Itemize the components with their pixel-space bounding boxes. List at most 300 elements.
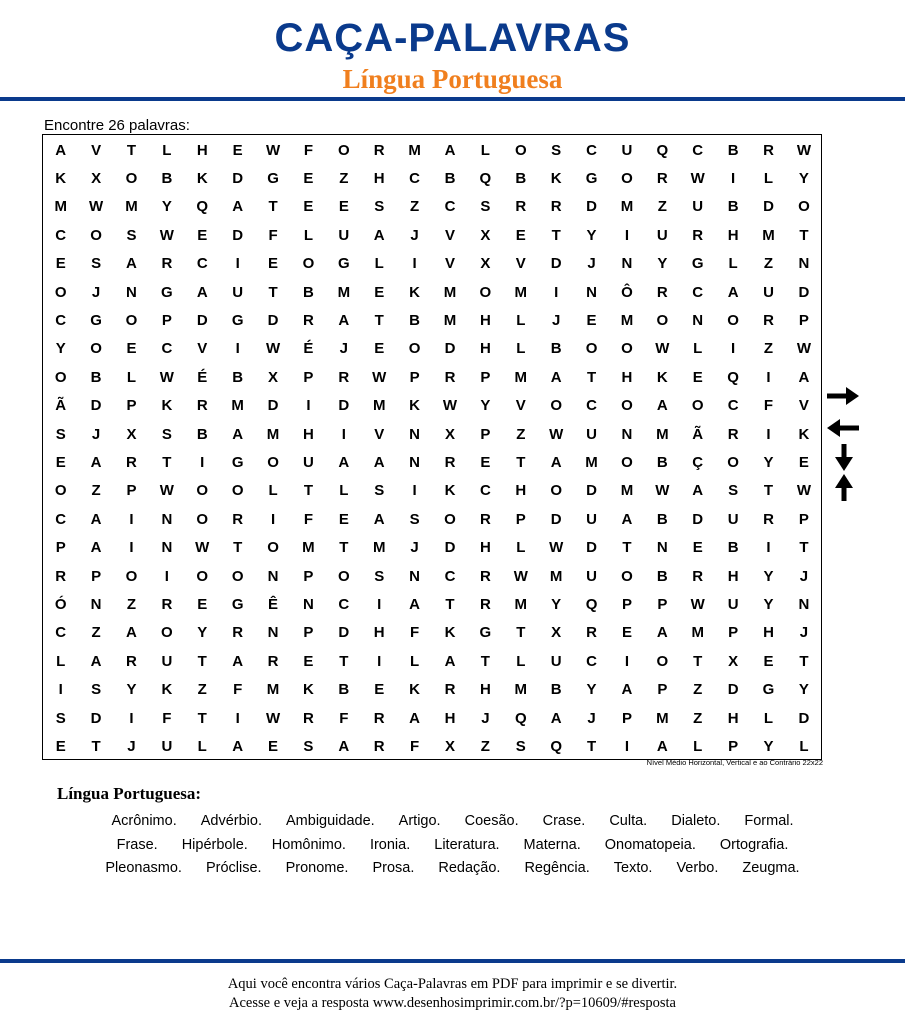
grid-cell[interactable]: L	[410, 652, 420, 670]
grid-cell[interactable]: Ó	[54, 596, 67, 614]
grid-cell[interactable]: E	[303, 198, 314, 216]
grid-cell[interactable]: O	[621, 567, 633, 585]
grid-cell[interactable]: A	[196, 283, 208, 301]
grid-cell[interactable]: B	[90, 368, 102, 386]
grid-cell[interactable]: E	[232, 141, 243, 159]
grid-cell[interactable]: É	[197, 368, 208, 386]
grid-cell[interactable]: D	[196, 312, 208, 330]
grid-cell[interactable]: H	[479, 312, 491, 330]
grid-cell[interactable]: F	[268, 226, 278, 244]
grid-cell[interactable]: W	[549, 539, 564, 557]
grid-cell[interactable]: Z	[339, 170, 349, 188]
grid-cell[interactable]: M	[266, 425, 280, 443]
grid-cell[interactable]: D	[232, 226, 244, 244]
grid-cell[interactable]: Q	[550, 738, 562, 756]
grid-cell[interactable]: N	[409, 425, 421, 443]
grid-cell[interactable]: N	[303, 596, 314, 614]
grid-cell[interactable]: K	[196, 170, 208, 188]
grid-cell[interactable]: W	[265, 709, 281, 727]
grid-cell[interactable]: R	[232, 510, 244, 528]
grid-cell[interactable]: O	[621, 170, 633, 188]
grid-cell[interactable]: H	[763, 624, 774, 642]
grid-cell[interactable]: S	[161, 425, 172, 443]
grid-cell[interactable]: B	[232, 368, 244, 386]
grid-cell[interactable]: L	[303, 226, 314, 244]
grid-cell[interactable]: I	[412, 482, 417, 500]
grid-cell[interactable]: W	[690, 170, 705, 188]
grid-cell[interactable]: R	[303, 312, 314, 330]
grid-cell[interactable]: M	[443, 283, 457, 301]
grid-cell[interactable]: D	[444, 539, 456, 557]
grid-cell[interactable]: D	[586, 482, 597, 500]
grid-cell[interactable]: R	[196, 397, 208, 415]
grid-cell[interactable]: I	[270, 510, 276, 528]
grid-cell[interactable]: O	[196, 510, 209, 528]
grid-cell[interactable]: T	[516, 454, 526, 472]
grid-cell[interactable]: U	[161, 652, 173, 670]
grid-cell[interactable]: T	[268, 283, 278, 301]
grid-cell[interactable]: Z	[657, 198, 667, 216]
grid-cell[interactable]: A	[338, 454, 350, 472]
grid-cell[interactable]: U	[621, 141, 633, 159]
grid-cell[interactable]: N	[621, 425, 633, 443]
grid-cell[interactable]: O	[90, 226, 102, 244]
grid-cell[interactable]: R	[373, 709, 385, 727]
grid-cell[interactable]: L	[728, 255, 738, 273]
grid-cell[interactable]: T	[339, 652, 349, 670]
grid-cell[interactable]: O	[408, 340, 421, 358]
grid-cell[interactable]: X	[91, 170, 102, 188]
grid-cell[interactable]: A	[550, 709, 562, 727]
grid-cell[interactable]: I	[306, 397, 311, 415]
grid-cell[interactable]: R	[763, 510, 774, 528]
grid-cell[interactable]: T	[586, 738, 597, 756]
grid-cell[interactable]: O	[514, 141, 527, 159]
grid-cell[interactable]: R	[763, 141, 774, 159]
grid-cell[interactable]: K	[161, 397, 173, 415]
grid-cell[interactable]: G	[231, 596, 244, 614]
grid-cell[interactable]: L	[268, 482, 278, 500]
grid-cell[interactable]: A	[90, 510, 102, 528]
grid-cell[interactable]: D	[444, 340, 456, 358]
grid-cell[interactable]: T	[799, 539, 809, 557]
grid-cell[interactable]: D	[763, 198, 774, 216]
grid-cell[interactable]: O	[798, 198, 810, 216]
grid-cell[interactable]: L	[197, 738, 207, 756]
grid-cell[interactable]: O	[337, 141, 350, 159]
grid-cell[interactable]: H	[727, 567, 739, 585]
grid-cell[interactable]: K	[55, 170, 67, 188]
grid-cell[interactable]: F	[763, 397, 774, 415]
grid-cell[interactable]: L	[516, 312, 526, 330]
grid-cell[interactable]: F	[233, 681, 243, 699]
grid-cell[interactable]: T	[339, 539, 349, 557]
grid-cell[interactable]: P	[798, 510, 809, 528]
grid-cell[interactable]: P	[126, 397, 137, 415]
grid-cell[interactable]: C	[586, 652, 597, 670]
grid-cell[interactable]: A	[550, 454, 562, 472]
grid-cell[interactable]: P	[409, 368, 420, 386]
grid-cell[interactable]: J	[587, 709, 596, 727]
grid-cell[interactable]: O	[54, 283, 67, 301]
grid-cell[interactable]: N	[161, 539, 173, 557]
grid-cell[interactable]: E	[303, 170, 314, 188]
grid-cell[interactable]: E	[621, 624, 632, 642]
grid-cell[interactable]: M	[762, 226, 775, 244]
grid-cell[interactable]: Z	[763, 255, 774, 273]
grid-cell[interactable]: T	[622, 539, 632, 557]
grid-cell[interactable]: A	[550, 368, 562, 386]
grid-cell[interactable]: G	[231, 454, 244, 472]
grid-cell[interactable]: P	[303, 624, 314, 642]
grid-cell[interactable]: O	[621, 340, 633, 358]
grid-cell[interactable]: Ã	[692, 425, 704, 443]
grid-cell[interactable]: D	[90, 397, 102, 415]
grid-cell[interactable]: X	[268, 368, 279, 386]
grid-cell[interactable]: W	[265, 340, 281, 358]
grid-cell[interactable]: I	[554, 283, 559, 301]
grid-cell[interactable]: E	[338, 510, 349, 528]
grid-cell[interactable]: X	[551, 624, 562, 642]
grid-cell[interactable]: Y	[161, 198, 172, 216]
grid-cell[interactable]: E	[798, 454, 809, 472]
grid-cell[interactable]: S	[91, 681, 102, 699]
grid-cell[interactable]: K	[550, 170, 562, 188]
grid-cell[interactable]: A	[232, 425, 244, 443]
grid-cell[interactable]: E	[515, 226, 526, 244]
grid-cell[interactable]: I	[731, 170, 736, 188]
grid-cell[interactable]: L	[162, 141, 172, 159]
grid-cell[interactable]: I	[58, 681, 63, 699]
grid-cell[interactable]: F	[410, 738, 420, 756]
grid-cell[interactable]: K	[444, 624, 456, 642]
grid-cell[interactable]: Q	[727, 368, 739, 386]
grid-cell[interactable]: B	[727, 198, 739, 216]
grid-cell[interactable]: I	[624, 226, 630, 244]
grid-cell[interactable]: M	[620, 198, 634, 216]
grid-cell[interactable]: I	[766, 368, 771, 386]
grid-cell[interactable]: P	[657, 681, 668, 699]
grid-cell[interactable]: W	[549, 425, 564, 443]
grid-cell[interactable]: R	[444, 368, 456, 386]
grid-cell[interactable]: Q	[196, 198, 209, 216]
grid-cell[interactable]: I	[412, 255, 417, 273]
grid-cell[interactable]: M	[585, 454, 598, 472]
grid-cell[interactable]: R	[692, 226, 704, 244]
grid-cell[interactable]: R	[161, 255, 173, 273]
grid-cell[interactable]: R	[586, 624, 597, 642]
grid-cell[interactable]: E	[268, 255, 279, 273]
grid-cell[interactable]: R	[479, 596, 491, 614]
grid-cell[interactable]: E	[197, 596, 208, 614]
grid-cell[interactable]: C	[586, 397, 597, 415]
grid-cell[interactable]: O	[337, 567, 350, 585]
grid-cell[interactable]: P	[621, 709, 632, 727]
grid-cell[interactable]: W	[159, 482, 174, 500]
grid-cell[interactable]: P	[728, 738, 739, 756]
grid-cell[interactable]: S	[374, 198, 385, 216]
grid-cell[interactable]: J	[481, 709, 490, 727]
grid-cell[interactable]: V	[515, 397, 526, 415]
grid-cell[interactable]: O	[267, 454, 279, 472]
grid-cell[interactable]: E	[55, 255, 66, 273]
grid-cell[interactable]: N	[798, 596, 810, 614]
grid-cell[interactable]: Y	[798, 681, 809, 699]
grid-cell[interactable]: V	[444, 226, 455, 244]
grid-cell[interactable]: U	[727, 596, 739, 614]
grid-cell[interactable]: W	[159, 226, 174, 244]
grid-cell[interactable]: Y	[763, 738, 774, 756]
grid-cell[interactable]: P	[515, 510, 526, 528]
grid-cell[interactable]: I	[766, 425, 771, 443]
grid-cell[interactable]: I	[200, 454, 205, 472]
grid-cell[interactable]: O	[302, 255, 315, 273]
grid-cell[interactable]: P	[480, 368, 491, 386]
grid-cell[interactable]: N	[161, 510, 173, 528]
grid-cell[interactable]: H	[515, 482, 527, 500]
grid-cell[interactable]: R	[232, 624, 244, 642]
grid-cell[interactable]: W	[195, 539, 210, 557]
grid-cell[interactable]: P	[91, 567, 102, 585]
grid-cell[interactable]: Ç	[692, 454, 704, 472]
grid-cell[interactable]: A	[798, 368, 810, 386]
grid-cell[interactable]: B	[338, 681, 350, 699]
grid-cell[interactable]: T	[693, 652, 703, 670]
grid-cell[interactable]: N	[621, 255, 633, 273]
grid-cell[interactable]: A	[232, 652, 244, 670]
grid-cell[interactable]: L	[516, 340, 526, 358]
grid-cell[interactable]: M	[54, 198, 67, 216]
grid-cell[interactable]: E	[692, 539, 703, 557]
grid-cell[interactable]: C	[409, 170, 421, 188]
grid-cell[interactable]: E	[763, 652, 774, 670]
grid-cell[interactable]: T	[268, 198, 278, 216]
grid-cell[interactable]: O	[621, 454, 633, 472]
grid-cell[interactable]: X	[126, 425, 137, 443]
grid-cell[interactable]: O	[479, 283, 492, 301]
grid-cell[interactable]: T	[233, 539, 243, 557]
grid-cell[interactable]: E	[55, 454, 66, 472]
grid-cell[interactable]: U	[656, 226, 668, 244]
grid-cell[interactable]: X	[444, 738, 455, 756]
grid-cell[interactable]: A	[373, 226, 385, 244]
grid-cell[interactable]: Z	[480, 738, 490, 756]
grid-cell[interactable]: W	[655, 482, 670, 500]
grid-cell[interactable]: E	[374, 681, 385, 699]
grid-cell[interactable]: L	[480, 141, 490, 159]
grid-cell[interactable]: T	[480, 652, 490, 670]
grid-cell[interactable]: Z	[126, 596, 137, 614]
grid-cell[interactable]: J	[91, 425, 101, 443]
grid-cell[interactable]: F	[303, 510, 314, 528]
grid-cell[interactable]: I	[341, 425, 346, 443]
grid-cell[interactable]: G	[479, 624, 492, 642]
grid-cell[interactable]: L	[516, 652, 526, 670]
grid-cell[interactable]: M	[656, 425, 669, 443]
grid-cell[interactable]: D	[550, 255, 562, 273]
grid-cell[interactable]: A	[232, 738, 244, 756]
grid-cell[interactable]: T	[445, 596, 455, 614]
grid-cell[interactable]: U	[550, 652, 562, 670]
grid-cell[interactable]: M	[514, 681, 528, 699]
grid-cell[interactable]: M	[514, 368, 528, 386]
grid-cell[interactable]: N	[409, 567, 421, 585]
grid-cell[interactable]: I	[624, 738, 630, 756]
grid-cell[interactable]: H	[303, 425, 314, 443]
grid-cell[interactable]: A	[656, 397, 668, 415]
grid-cell[interactable]: U	[338, 226, 350, 244]
grid-cell[interactable]: Ô	[621, 283, 633, 301]
grid-cell[interactable]: F	[303, 141, 314, 159]
grid-cell[interactable]: G	[90, 312, 102, 330]
grid-cell[interactable]: O	[656, 652, 669, 670]
grid-cell[interactable]: Y	[763, 454, 774, 472]
grid-cell[interactable]: N	[267, 567, 279, 585]
grid-cell[interactable]: I	[235, 340, 240, 358]
grid-cell[interactable]: O	[231, 567, 244, 585]
grid-cell[interactable]: R	[267, 652, 279, 670]
grid-cell[interactable]: J	[799, 624, 809, 642]
grid-cell[interactable]: M	[620, 312, 634, 330]
grid-cell[interactable]: B	[303, 283, 314, 301]
grid-cell[interactable]: B	[444, 170, 456, 188]
grid-cell[interactable]: R	[373, 738, 385, 756]
grid-cell[interactable]: B	[727, 141, 739, 159]
grid-cell[interactable]: A	[126, 624, 137, 642]
grid-cell[interactable]: J	[91, 283, 101, 301]
grid-cell[interactable]: J	[587, 255, 596, 273]
grid-cell[interactable]: S	[126, 226, 137, 244]
grid-cell[interactable]: R	[444, 454, 456, 472]
grid-cell[interactable]: H	[196, 141, 208, 159]
grid-cell[interactable]: L	[374, 255, 384, 273]
grid-cell[interactable]: I	[377, 652, 382, 670]
grid-cell[interactable]: T	[126, 141, 137, 159]
grid-cell[interactable]: D	[267, 312, 279, 330]
grid-cell[interactable]: A	[444, 141, 456, 159]
grid-cell[interactable]: B	[727, 539, 739, 557]
grid-cell[interactable]: P	[728, 624, 739, 642]
grid-cell[interactable]: V	[798, 397, 809, 415]
grid-cell[interactable]: K	[444, 482, 456, 500]
grid-cell[interactable]: N	[692, 312, 704, 330]
grid-cell[interactable]: Z	[91, 624, 101, 642]
grid-cell[interactable]: U	[303, 454, 314, 472]
grid-cell[interactable]: L	[56, 652, 66, 670]
grid-cell[interactable]: F	[162, 709, 172, 727]
grid-cell[interactable]: L	[693, 340, 703, 358]
grid-cell[interactable]: M	[443, 312, 457, 330]
grid-cell[interactable]: C	[692, 283, 704, 301]
grid-cell[interactable]: T	[763, 482, 774, 500]
grid-cell[interactable]: E	[303, 652, 314, 670]
grid-cell[interactable]: M	[337, 283, 351, 301]
grid-cell[interactable]: U	[586, 567, 597, 585]
grid-cell[interactable]: K	[409, 283, 421, 301]
grid-cell[interactable]: Y	[480, 397, 491, 415]
grid-cell[interactable]: A	[444, 652, 456, 670]
grid-cell[interactable]: J	[339, 340, 348, 358]
grid-cell[interactable]: I	[624, 652, 630, 670]
grid-cell[interactable]: W	[372, 368, 387, 386]
grid-cell[interactable]: L	[799, 738, 809, 756]
grid-cell[interactable]: B	[550, 681, 562, 699]
grid-cell[interactable]: O	[125, 567, 138, 585]
grid-cell[interactable]: Y	[126, 681, 137, 699]
grid-cell[interactable]: P	[480, 425, 491, 443]
grid-cell[interactable]: O	[656, 312, 669, 330]
grid-cell[interactable]: E	[480, 454, 491, 472]
grid-cell[interactable]: A	[409, 596, 421, 614]
grid-cell[interactable]: I	[164, 567, 169, 585]
grid-cell[interactable]: X	[480, 226, 491, 244]
grid-cell[interactable]: W	[442, 397, 458, 415]
grid-cell[interactable]: R	[373, 141, 385, 159]
grid-cell[interactable]: L	[693, 738, 703, 756]
grid-cell[interactable]: Y	[657, 255, 668, 273]
grid-cell[interactable]: C	[727, 397, 739, 415]
grid-cell[interactable]: D	[586, 539, 597, 557]
grid-cell[interactable]: G	[762, 681, 775, 699]
grid-cell[interactable]: W	[655, 340, 670, 358]
grid-cell[interactable]: W	[513, 567, 528, 585]
grid-cell[interactable]: V	[444, 255, 455, 273]
grid-cell[interactable]: K	[303, 681, 314, 699]
grid-cell[interactable]: O	[125, 170, 138, 188]
grid-cell[interactable]: G	[691, 255, 704, 273]
grid-cell[interactable]: E	[692, 368, 703, 386]
grid-cell[interactable]: M	[691, 624, 704, 642]
grid-cell[interactable]: C	[586, 141, 597, 159]
grid-cell[interactable]: U	[161, 738, 173, 756]
grid-cell[interactable]: K	[798, 425, 810, 443]
grid-cell[interactable]: E	[126, 340, 137, 358]
grid-cell[interactable]: Y	[586, 226, 597, 244]
grid-cell[interactable]: M	[620, 482, 634, 500]
grid-cell[interactable]: L	[763, 170, 774, 188]
grid-cell[interactable]: C	[161, 340, 173, 358]
grid-cell[interactable]: S	[728, 482, 739, 500]
grid-cell[interactable]: A	[373, 454, 385, 472]
grid-cell[interactable]: G	[337, 255, 350, 273]
grid-cell[interactable]: B	[656, 510, 668, 528]
grid-cell[interactable]: G	[267, 170, 279, 188]
grid-cell[interactable]: H	[727, 709, 739, 727]
grid-cell[interactable]: O	[444, 510, 456, 528]
grid-cell[interactable]: Y	[763, 596, 774, 614]
grid-cell[interactable]: N	[267, 624, 279, 642]
grid-cell[interactable]: P	[126, 482, 137, 500]
grid-cell[interactable]: P	[303, 368, 314, 386]
grid-cell[interactable]: M	[408, 141, 421, 159]
grid-cell[interactable]: O	[267, 539, 279, 557]
grid-cell[interactable]: M	[549, 567, 563, 585]
grid-cell[interactable]: A	[656, 624, 668, 642]
grid-cell[interactable]: C	[196, 255, 208, 273]
grid-cell[interactable]: Y	[197, 624, 208, 642]
grid-cell[interactable]: O	[196, 482, 209, 500]
grid-cell[interactable]: F	[339, 709, 349, 727]
grid-cell[interactable]: Q	[585, 596, 598, 614]
grid-cell[interactable]: A	[373, 510, 385, 528]
grid-cell[interactable]: A	[232, 198, 244, 216]
grid-cell[interactable]: I	[377, 596, 382, 614]
grid-cell[interactable]: D	[90, 709, 102, 727]
grid-cell[interactable]: Q	[514, 709, 527, 727]
grid-cell[interactable]: K	[409, 681, 421, 699]
grid-cell[interactable]: Y	[798, 170, 809, 188]
grid-cell[interactable]: I	[129, 709, 134, 727]
